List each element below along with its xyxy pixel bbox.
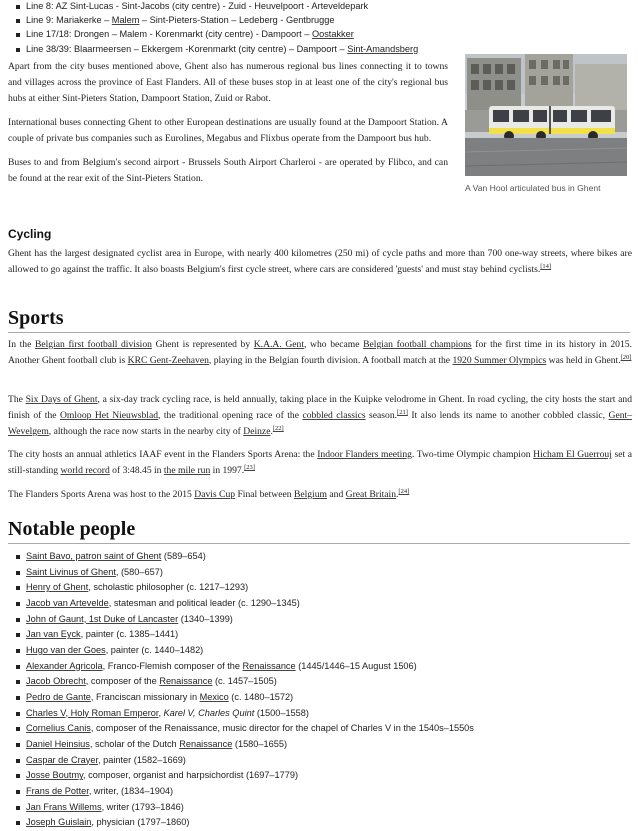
- list-item: Caspar de Crayer, painter (1582–1669): [8, 753, 628, 769]
- sports-paragraph-4: The Flanders Sports Arena was host to the 2015 Davis Cup Final between Belgium and Great Britain.[24]: [8, 487, 410, 500]
- person-link[interactable]: Saint Livinus of Ghent: [26, 566, 116, 577]
- list-item: Line 38/39: Blaarmeersen – Ekkergem -Korenmarkt (city centre) – Dampoort – Sint-Amandsberg: [8, 42, 468, 56]
- link-six-days-of-ghent[interactable]: Six Days of Ghent: [25, 394, 98, 405]
- paragraph: International buses connecting Ghent to other European destinations are usually found at the Dampoort Station. A couple of private bus companies such as Eurolines, Megabus and Flixbus operate from the Dampoort bus hub.: [8, 117, 448, 144]
- link-oostakker[interactable]: Oostakker: [311, 29, 354, 40]
- link-indoor-flanders-meeting[interactable]: Indoor Flanders meeting: [317, 449, 412, 460]
- link-kaa-gent[interactable]: K.A.A. Gent: [253, 339, 305, 350]
- person-link[interactable]: Renaissance: [242, 660, 296, 671]
- notable-people-list: [8, 549, 628, 831]
- list-item: Hugo van der Goes, painter (c. 1440–1482): [8, 643, 628, 659]
- person-link[interactable]: Cornelius Canis: [26, 723, 91, 734]
- list-item: Line 9: Mariakerke – Malem – Sint-Pieters-Station – Ledeberg - Gentbrugge: [8, 13, 468, 27]
- link-cobbled-classics[interactable]: cobbled classics: [302, 410, 366, 421]
- link-krc-gent-zeehaven[interactable]: KRC Gent-Zeehaven: [127, 355, 209, 366]
- link-belgium[interactable]: Belgium: [293, 489, 327, 500]
- person-link[interactable]: Alexander Agricola: [26, 660, 103, 671]
- list-item: Line 8: AZ Sint-Lucas - Sint-Jacobs (city centre) - Zuid - Heuvelpoort - Arteveldepark: [8, 0, 468, 13]
- person-link[interactable]: John of Gaunt, 1st Duke of Lancaster: [26, 613, 179, 624]
- bus-figure: [465, 54, 627, 194]
- bus-lines-list: [8, 0, 468, 56]
- person-link[interactable]: Jan van Eyck: [26, 629, 81, 640]
- link-great-britain[interactable]: Great Britain: [345, 489, 396, 500]
- link-omloop-het-nieuwsblad[interactable]: Omloop Het Nieuwsblad: [59, 410, 159, 421]
- link-mile-run[interactable]: the mile run: [163, 465, 211, 476]
- list-item: John of Gaunt, 1st Duke of Lancaster (1340–1399): [8, 612, 628, 628]
- list-item: Jan van Eyck, painter (c. 1385–1441): [8, 627, 628, 643]
- person-link[interactable]: Hugo van der Goes: [26, 644, 106, 655]
- list-item: Henry of Ghent, scholastic philosopher (c. 1217–1293): [8, 580, 628, 596]
- person-link[interactable]: Caspar de Crayer: [26, 754, 99, 765]
- sports-paragraph-3: The city hosts an annual athletics IAAF event in the Flanders Sports Arena: the Indoor Flanders meeting. Two-time Olympic champion Hicham El Guerrouj set a still-standing world record of 3:48.45 in the mile run in 1997.[23]: [8, 449, 633, 476]
- person-link[interactable]: Jacob van Artevelde: [26, 597, 109, 608]
- person-link[interactable]: Josse Boutmy: [26, 770, 84, 781]
- ref-23[interactable]: [23]: [244, 463, 255, 471]
- person-link[interactable]: Joseph Guislain: [26, 817, 92, 828]
- cycling-heading: Cycling: [8, 227, 52, 241]
- paragraph: Apart from the city buses mentioned above, Ghent also has numerous regional bus lines connecting it to towns and villages across the province of East Flanders. All of these buses stop in at least one of the city's regional bus hubs at either Sint-Pieters Station, Dampoort Station, Zuid or Rabot.: [8, 61, 448, 104]
- person-link[interactable]: Jacob Obrecht: [26, 676, 86, 687]
- person-link[interactable]: Renaissance: [179, 738, 233, 749]
- list-item: Frans de Potter, writer, (1834–1904): [8, 784, 628, 800]
- list-item: Jacob van Artevelde, statesman and political leader (c. 1290–1345): [8, 596, 628, 612]
- person-link[interactable]: Daniel Heinsius: [26, 738, 90, 749]
- link-deinze[interactable]: Deinze: [243, 426, 271, 437]
- link-1920-olympics[interactable]: 1920 Summer Olympics: [452, 355, 547, 366]
- notable-people-heading: Notable people: [8, 516, 630, 544]
- ref-21[interactable]: [21]: [397, 408, 408, 416]
- figure-caption: A Van Hool articulated bus in Ghent: [465, 183, 601, 193]
- sports-paragraph-2: The Six Days of Ghent, a six-day track cycling race, is held annually, taking place in the Kuipke velodrome in Ghent. In road cycling, the city hosts the start and finish of the Omloop Het Nieuwsblad, the traditional opening race of the cobbled classics season.[21] It also lends its name to another cobbled classic, Gent–Wevelgem, although the race now starts in the nearby city of Deinze.[22]: [8, 394, 632, 437]
- list-item: Saint Bavo, patron saint of Ghent (589–654): [8, 549, 628, 565]
- transport-text: [8, 59, 448, 187]
- list-item: Alexander Agricola, Franco-Flemish composer of the Renaissance (1445/1446–15 August 1506): [8, 659, 628, 675]
- ref-22[interactable]: [22]: [272, 424, 284, 432]
- ref-24[interactable]: [24]: [398, 487, 410, 495]
- ref-20[interactable]: [20]: [620, 353, 632, 361]
- link-world-record[interactable]: world record: [60, 465, 110, 476]
- person-link[interactable]: Pedro de Gante: [26, 691, 91, 702]
- list-item: Jan Frans Willems, writer (1793–1846): [8, 800, 628, 816]
- link-belgian-first-division[interactable]: Belgian first football division: [34, 339, 152, 350]
- person-link[interactable]: Frans de Potter: [26, 785, 89, 796]
- cycling-paragraph: Ghent has the largest designated cyclist area in Europe, with nearly 400 kilometres (250 mi) of cycle paths and more than 700 one-way streets, where bikes are allowed to go against the traffic. It also boasts Belgium's first cycle street, where cars are considered 'guests' and must stay behind cyclists.[14]: [8, 248, 632, 275]
- link-davis-cup[interactable]: Davis Cup: [194, 489, 236, 500]
- link-malem[interactable]: Malem: [111, 15, 140, 26]
- list-item: Jacob Obrecht, composer of the Renaissance (c. 1457–1505): [8, 674, 628, 690]
- list-item: Daniel Heinsius, scholar of the Dutch Renaissance (1580–1655): [8, 737, 628, 753]
- person-link[interactable]: Henry of Ghent: [26, 582, 89, 593]
- list-item: Saint Livinus of Ghent, (580–657): [8, 565, 628, 581]
- link-hicham-el-guerrouj[interactable]: Hicham El Guerrouj: [533, 449, 612, 460]
- sports-paragraph-1: In the Belgian first football division Ghent is represented by K.A.A. Gent, who became Belgian football champions for the first time in its history in 2015. Another Ghent football club is KRC Gent-Zeehaven, playing in the Belgian fourth division. A football match at the 1920 Summer Olympics was held in Ghent.[20]: [8, 339, 632, 366]
- list-item: Joseph Guislain, physician (1797–1860): [8, 815, 628, 831]
- list-item: Cornelius Canis, composer of the Renaissance, music director for the chapel of Charles V in the 1540s–1550s: [8, 721, 628, 737]
- person-link[interactable]: Charles V, Holy Roman Emperor: [26, 707, 159, 718]
- list-item: Pedro de Gante, Franciscan missionary in Mexico (c. 1480–1572): [8, 690, 628, 706]
- link-belgian-champions[interactable]: Belgian football champions: [363, 339, 472, 350]
- list-item: Line 17/18: Drongen – Malem - Korenmarkt (city centre) - Dampoort – Oostakker: [8, 27, 468, 41]
- list-item: Charles V, Holy Roman Emperor, Karel V, Charles Quint (1500–1558): [8, 706, 628, 722]
- person-link[interactable]: Mexico: [199, 691, 229, 702]
- person-link[interactable]: Jan Frans Willems: [26, 801, 102, 812]
- paragraph: Buses to and from Belgium's second airport - Brussels South Airport Charleroi - are operated by Flibco, and can be found at the rear exit of the Sint-Pieters Station.: [8, 157, 448, 184]
- person-link[interactable]: Renaissance: [159, 676, 213, 687]
- link-sint-amandsberg[interactable]: Sint-Amandsberg: [347, 43, 419, 54]
- link-gent-wevelgem[interactable]: Gent–Wevelgem: [8, 410, 632, 437]
- person-link[interactable]: Saint Bavo, patron saint of Ghent: [26, 551, 162, 561]
- bus-photo[interactable]: [465, 54, 627, 176]
- ref-14[interactable]: [14]: [540, 262, 552, 270]
- list-item: Josse Boutmy, composer, organist and harpsichordist (1697–1779): [8, 768, 628, 784]
- sports-heading: Sports: [8, 305, 630, 333]
